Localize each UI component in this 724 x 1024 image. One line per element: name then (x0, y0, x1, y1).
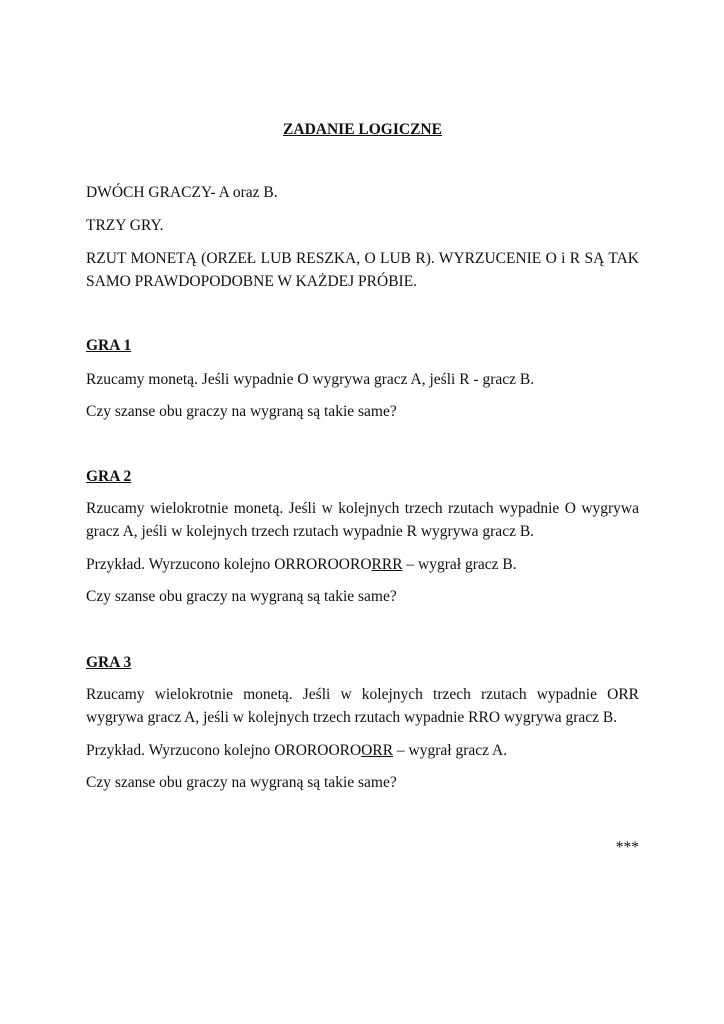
game2-question: Czy szanse obu graczy na wygraną są takie same? (86, 588, 397, 605)
game2-heading: GRA 2 (86, 468, 132, 485)
game3-example-prefix: Przykład. Wyrzucono kolejno (86, 742, 275, 759)
game3-heading: GRA 3 (86, 654, 132, 671)
intro-players: DWÓCH GRACZY- A oraz B. (86, 184, 278, 201)
game3-question: Czy szanse obu graczy na wygraną są takie same? (86, 774, 397, 791)
game2-rules: Rzucamy wielokrotnie monetą. Jeśli w kolejnych trzech rzutach wypadnie O wygrywa gracz A, jeśli w kolejnych trzech rzutach wypadnie R wygrywa gracz B. (86, 500, 639, 540)
intro-games: TRZY GRY. (86, 217, 164, 234)
game2-example-winning-sequence: RRR (371, 556, 403, 573)
game1-heading: GRA 1 (86, 337, 132, 354)
game2-example-result: – wygrał gracz B. (402, 556, 517, 573)
game2-example-sequence: ORROROORO (274, 556, 372, 573)
game3-example-winning-sequence: ORR (361, 742, 394, 759)
intro-coin-rules: RZUT MONETĄ (ORZEŁ LUB RESZKA, O LUB R). WYRZUCENIE O i R SĄ TAK SAMO PRAWDOPODOBNE W KAŻDEJ PRÓBIE. (86, 250, 639, 290)
document-page (86, 0, 639, 1024)
game1-rules: Rzucamy monetą. Jeśli wypadnie O wygrywa gracz A, jeśli R - gracz B. (86, 371, 535, 388)
game2-example (86, 553, 639, 576)
end-mark: *** (615, 839, 639, 856)
game2-example-prefix: Przykład. Wyrzucono kolejno (86, 556, 275, 573)
game3-example-result: – wygrał gracz A. (393, 742, 508, 759)
document-title: ZADANIE LOGICZNE (283, 121, 442, 138)
game1-question: Czy szanse obu graczy na wygraną są takie same? (86, 403, 397, 420)
game3-example-sequence: OROROORO (274, 742, 362, 759)
game3-example (86, 739, 639, 762)
game3-rules: Rzucamy wielokrotnie monetą. Jeśli w kolejnych trzech rzutach wypadnie ORR wygrywa gracz A, jeśli w kolejnych trzech rzutach wypadnie RRO wygrywa gracz B. (86, 686, 639, 726)
